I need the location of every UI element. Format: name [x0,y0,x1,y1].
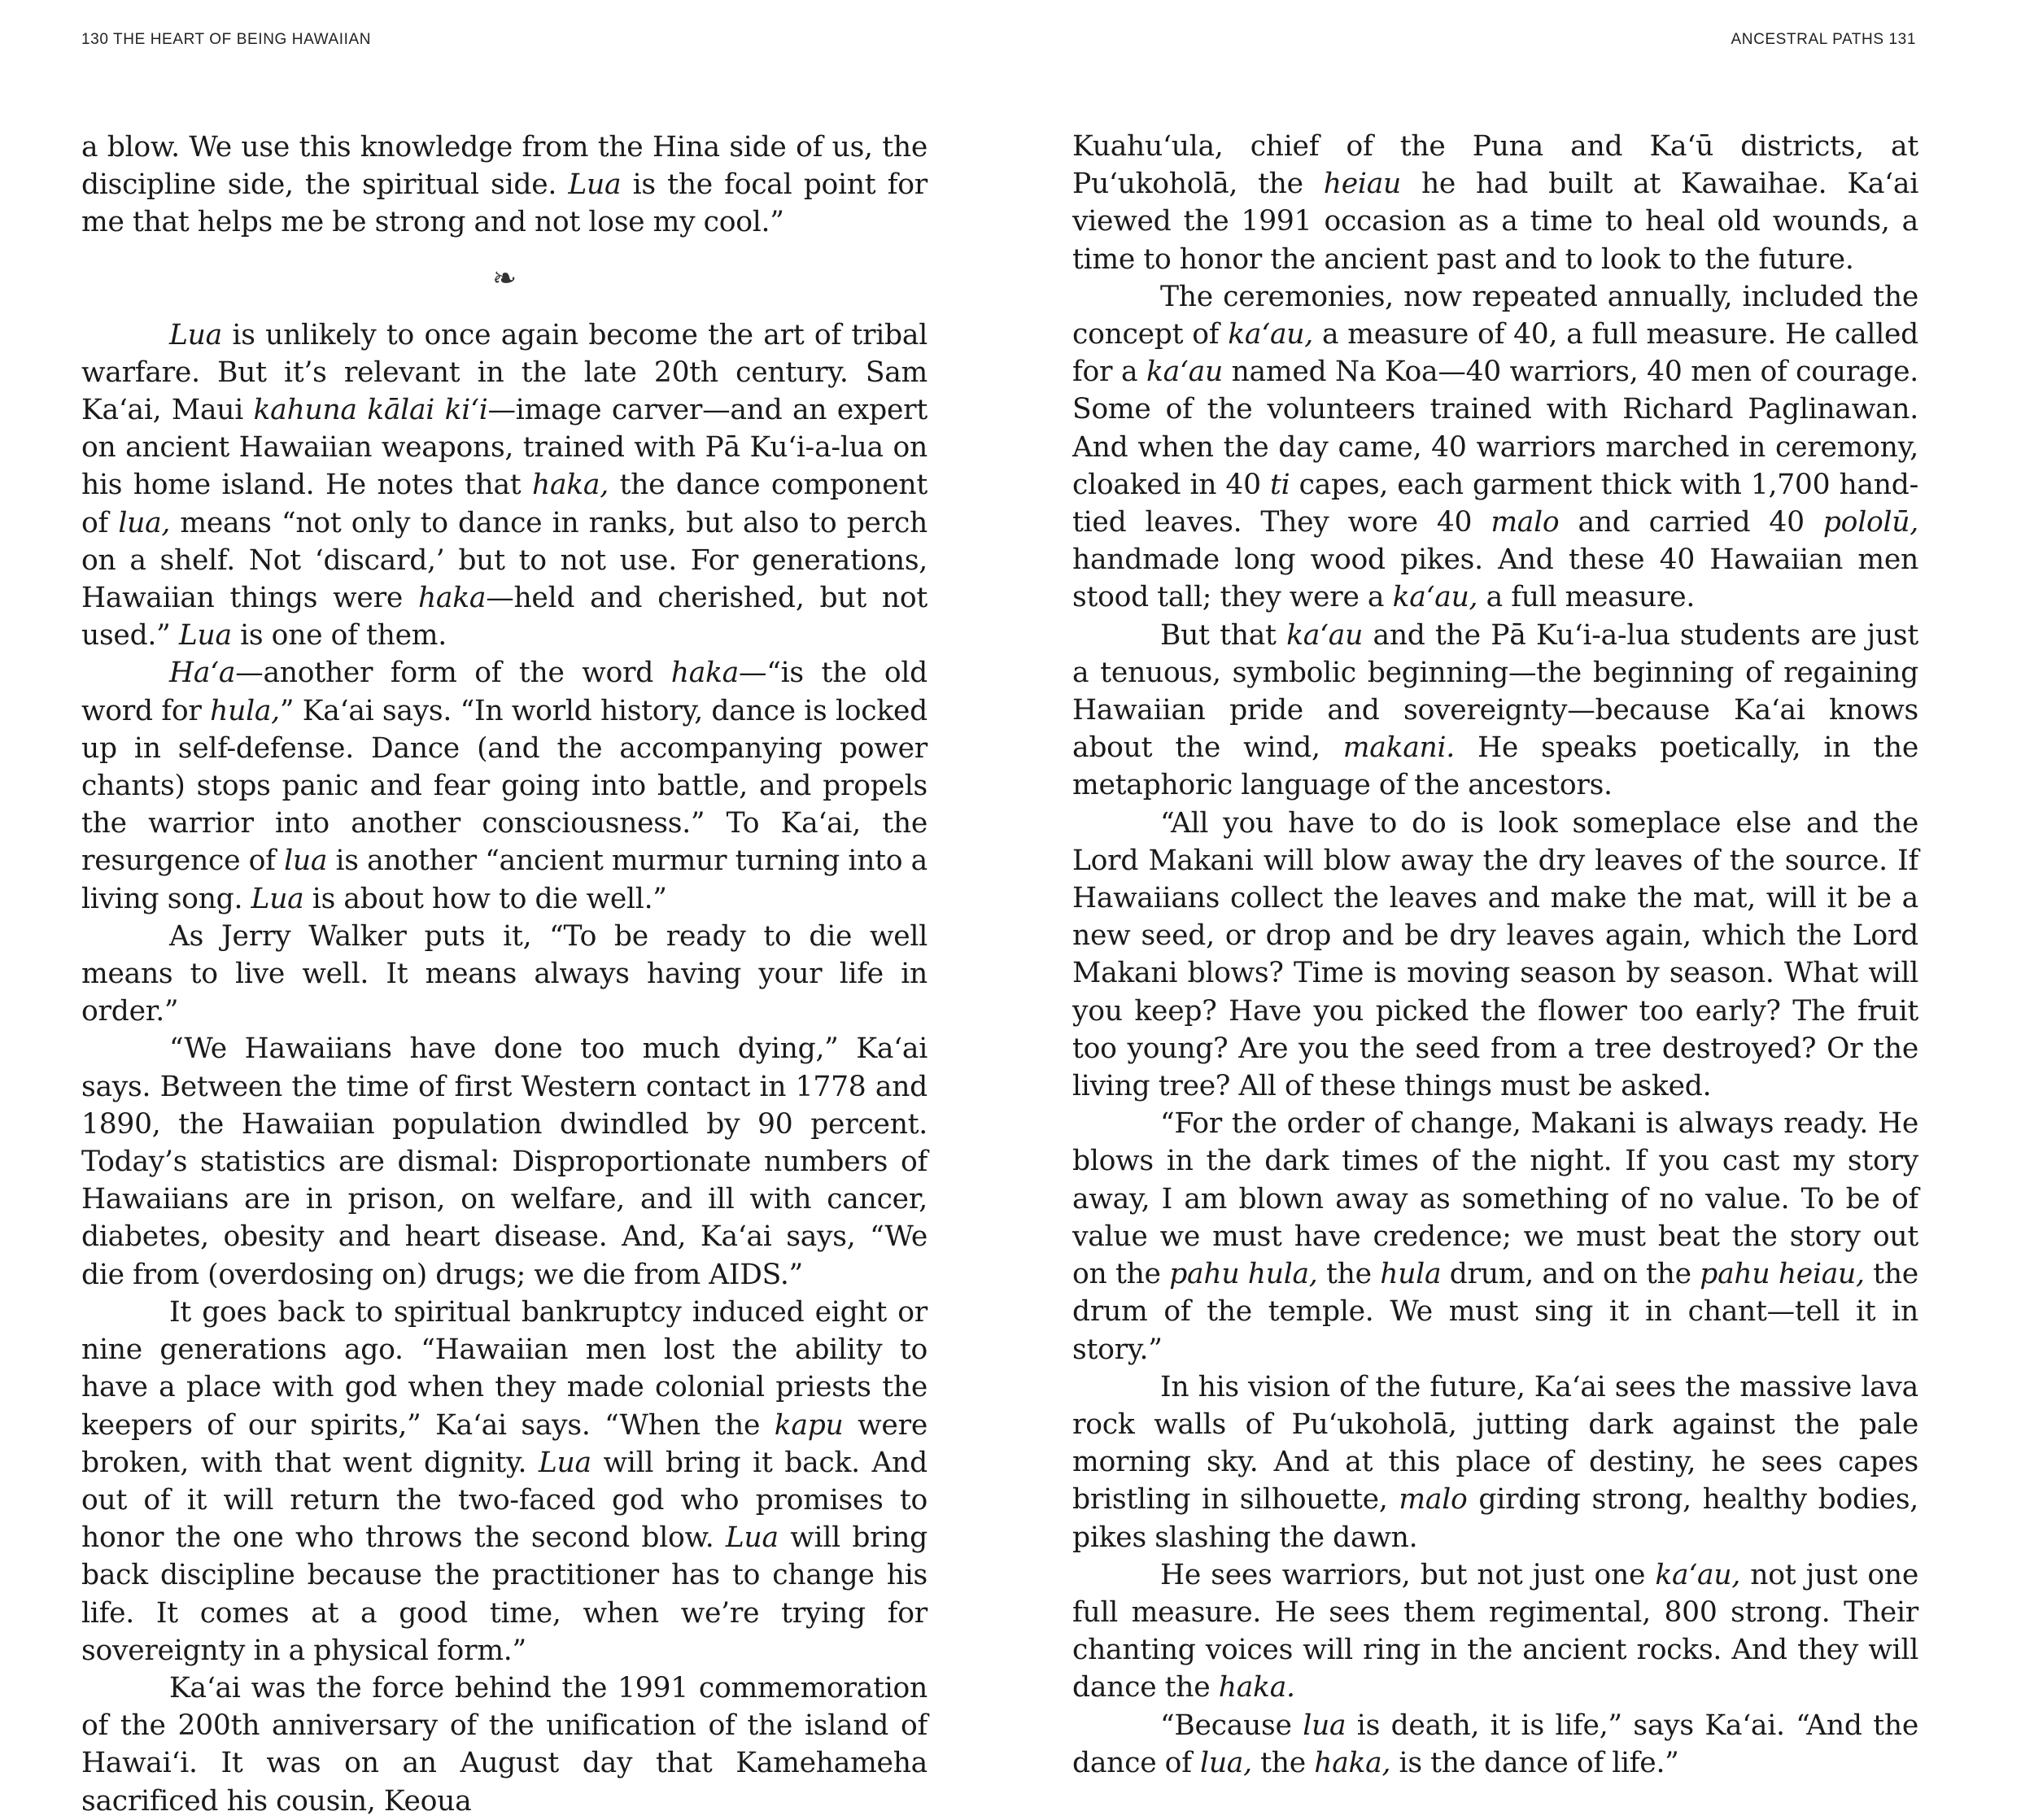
italic-term: makani. [1342,731,1456,765]
left-page-text [81,129,928,1820]
italic-term: Lua [251,882,304,915]
left-page [0,0,1017,1818]
paragraph: But that ka‘au and the Pā Ku‘i-a-lua students are just a tenuous, symbolic beginning—the beginning of regaining Hawaiian pride and sovereignty—because Ka‘ai knows about the wind, makani. He speaks poetically, in the metaphoric language of the ancestors. [1072,618,1919,802]
paragraph: As Jerry Walker puts it, “To be ready to die well means to live well. It means always having your life in order.” [81,919,928,1028]
italic-term: lua [1303,1709,1347,1742]
italic-term: Lua [568,168,622,202]
left-running-head: 130 THE HEART OF BEING HAWAIIAN [81,31,372,48]
italic-term: kapu [774,1408,844,1442]
italic-term: pahu hula, [1169,1258,1318,1291]
italic-term: heiau [1323,168,1401,201]
paragraph: “Because lua is death, it is life,” says Ka‘ai. “And the dance of lua, the haka, is the dance of life.” [1072,1709,1918,1779]
italic-term: Ha‘a [169,657,236,690]
italic-term: ka‘au [1146,356,1223,389]
paragraph: a blow. We use this knowledge from the Hina side of us, the discipline side, the spiritual side. Lua is the focal point for me that helps me be strong and not lose my cool.” [81,131,928,239]
paragraph: Kuahu‘ula, chief of the Puna and Ka‘ū districts, at Pu‘ukoholā, the heiau he had built at Kawaihae. Ka‘ai viewed the 1991 occasion as a time to heal old wounds, a time to honor the ancient past and to look to the future. [1072,130,1918,276]
italic-term: ka‘au, [1655,1558,1741,1591]
paragraph: “All you have to do is look someplace else and the Lord Makani will blow away the dry leaves of the source. If Hawaiians collect the leaves and make the mat, will it be a new seed, or drop and be dry leaves again, which the Lord Makani blows? Time is moving season by season. What will you keep? Have you picked the flower too early? The fruit too young? Are you the seed from a tree destroyed? Or the living tree? All of these things must be asked. [1072,806,1918,1103]
italic-term: lua [284,845,328,878]
right-page [1017,0,2034,1779]
italic-term: Lua [725,1521,779,1555]
right-page-text [1072,128,1918,1782]
paragraph: Ka‘ai was the force behind the 1991 commemoration of the 200th anniversary of the unification of the island of Hawai‘i. It was on an August day that Kamehameha sacrificed his cousin, Keoua [81,1671,928,1818]
italic-term: ka‘au, [1228,318,1313,351]
paragraph: He sees warriors, but not just one ka‘au, not just one full measure. He sees them regimental, 800 strong. Their chanting voices will ring in the ancient rocks. And they will dance the haka. [1072,1558,1918,1704]
italic-term: ka‘au [1286,618,1364,652]
italic-term: ka‘au, [1392,581,1478,614]
italic-term: Lua [169,318,222,351]
paragraph: Lua is unlikely to once again become the art of tribal warfare. But it’s relevant in the late 20th century. Sam Ka‘ai, Maui kahuna kālai ki‘i—image carver—and an expert on ancient Hawaiian weapons, trained with Pā Ku‘i-a-lua on his home island. He notes that haka, the dance component of lua, means “not only to dance in ranks, but also to perch on a shelf. Not ‘discard,’ but to not use. For generations, Hawaiian things were haka—held and cherished, but not used.” Lua is one of them. [81,318,928,652]
section-ornament: ❧ [492,261,517,295]
paragraph: Ha‘a—another form of the word haka—“is the old word for hula,” Ka‘ai says. “In world history, dance is locked up in self-defense. Dance (and the accompanying power chants) stops panic and fear going into battle, and propels the warrior into another consciousness.” To Ka‘ai, the resurgence of lua is another “ancient murmur turning into a living song. Lua is about how to die well.” [81,657,928,915]
italic-term: lua, [118,506,171,539]
paragraph: “For the order of change, Makani is always ready. He blows in the dark times of the night. If you cast my story away, I am blown away as something of no value. To be of value we must have credence; we must beat the story out on the pahu hula, the hula drum, and on the pahu heiau, the drum of the temple. We must sing it in chant—tell it in story.” [1072,1107,1918,1366]
italic-term: pololū, [1822,506,1918,539]
italic-term: haka [670,657,739,690]
paragraph: It goes back to spiritual bankruptcy induced eight or nine generations ago. “Hawaiian men lost the ability to have a place with god when they made colonial priests the keepers of our spirits,” Ka‘ai says. “When the kapu were broken, with that went dignity. Lua will bring it back. And out of it will return the two-faced god who promises to honor the one who throws the second blow. Lua will bring back discipline because the practitioner has to change his life. It comes at a good time, when we’re trying for sovereignty in a physical form.” [81,1295,928,1667]
italic-term: haka. [1218,1671,1295,1704]
italic-term: Lua [538,1446,591,1479]
italic-term: haka, [531,469,609,502]
italic-term: lua, [1200,1746,1252,1779]
paragraph: The ceremonies, now repeated annually, included the concept of ka‘au, a measure of 40, a full measure. He called for a ka‘au named Na Koa—40 warriors, 40 men of courage. Some of the volunteers trained with Richard Paglinawan. And when the day came, 40 warriors marched in ceremony, cloaked in 40 ti capes, each garment thick with 1,700 hand-tied leaves. They wore 40 malo and carried 40 pololū, handmade long wood pikes. And these 40 Hawaiian men stood tall; they were a ka‘au, a full measure. [1072,280,1919,614]
italic-term: ti [1270,468,1290,501]
italic-term: haka [417,582,487,615]
italic-term: hula [1380,1258,1442,1291]
italic-term: malo [1399,1483,1468,1517]
right-running-head: ANCESTRAL PATHS 131 [1731,31,1916,48]
italic-term: malo [1491,506,1560,539]
paragraph: In his vision of the future, Ka‘ai sees the massive lava rock walls of Pu‘ukoholā, jutting dark against the pale morning sky. And at this place of destiny, he sees capes bristling in silhouette, malo girding strong, healthy bodies, pikes slashing the dawn. [1072,1370,1918,1554]
italic-term: Lua [178,619,232,652]
italic-term: hula, [210,694,280,727]
italic-term: pahu heiau, [1700,1258,1865,1291]
paragraph: “We Hawaiians have done too much dying,” Ka‘ai says. Between the time of first Western contact in 1778 and 1890, the Hawaiian population dwindled by 90 percent. Today’s statistics are dismal: Disproportionate numbers of Hawaiians are in prison, on welfare, and ill with cancer, diabetes, obesity and heart disease. And, Ka‘ai says, “We die from (overdosing on) drugs; we die from AIDS.” [81,1032,928,1291]
italic-term: haka, [1314,1746,1391,1779]
italic-term: kahuna kālai ki‘i [253,394,488,427]
